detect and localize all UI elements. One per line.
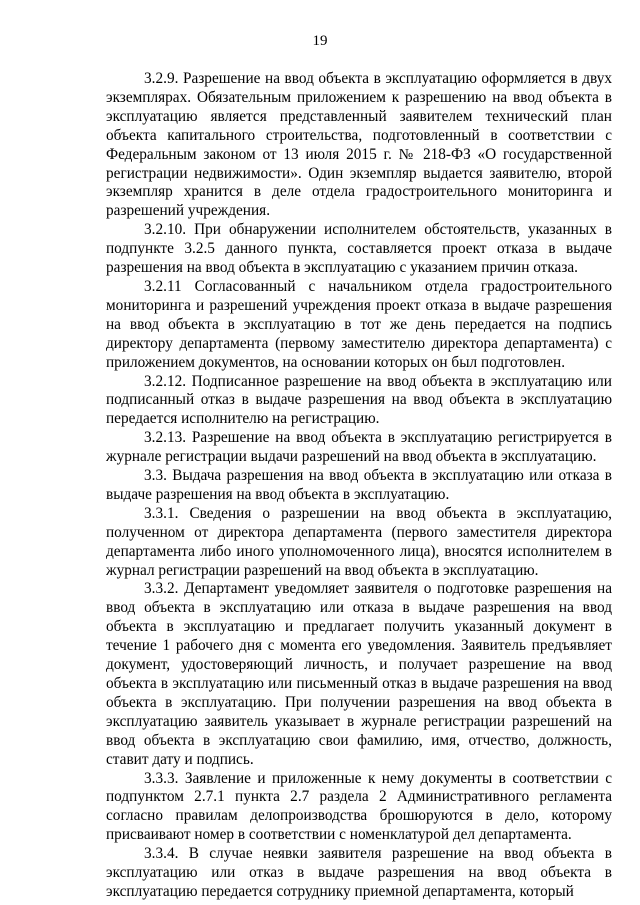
page-number: 19 [312, 33, 328, 49]
paragraph-3-3-4: 3.3.4. В случае неявки заявителя разрешение на ввод объекта в эксплуатацию или отказ в выдаче разрешения на ввод объекта в эксплуатацию передается сотруднику приемной департамента, который [106, 845, 612, 900]
paragraph-3-3-2: 3.3.2. Департамент уведомляет заявителя о подготовке разрешения на ввод объекта в эксплуатацию или отказа в выдаче разрешения на ввод объекта в эксплуатацию и предлагает получить указанный документ в течение 1 рабочего дня с момента его уведомления. Заявитель предъявляет документ, удостоверяющий личность, и получает разрешение на ввод объекта в эксплуатацию или письменный отказ в выдаче разрешения на ввод объекта в эксплуатацию. При получении разрешения на ввод объекта в эксплуатацию заявитель указывает в журнале регистрации разрешений на ввод объекта в эксплуатацию свои фамилию, имя, отчество, должность, ставит дату и подпись. [106, 580, 612, 768]
paragraph-3-2-9: 3.2.9. Разрешение на ввод объекта в эксплуатацию оформляется в двух экземплярах. Обязательным приложением к разрешению на ввод объекта в эксплуатацию является представленный заявителем технический план объекта капитального строительства, подготовленный в соответствии с Федеральным законом от 13 июля 2015 г. № 218-ФЗ «О государственной регистрации недвижимости». Один экземпляр выдается заявителю, второй экземпляр хранится в деле отдела градостроительного мониторинга и разрешений учреждения. [106, 70, 612, 220]
paragraph-3-3-3: 3.3.3. Заявление и приложенные к нему документы в соответствии с подпунктом 2.7.1 пункта 2.7 раздела 2 Административного регламента согласно правилам делопроизводства брошюруются в дело, которому присваивают номер в соответствии с номенклатурой дел департамента. [106, 769, 612, 844]
paragraph-3-2-13: 3.2.13. Разрешение на ввод объекта в эксплуатацию регистрируется в журнале регистрации выдачи разрешений на ввод объекта в эксплуатацию. [106, 429, 612, 466]
paragraph-3-2-10: 3.2.10. При обнаружении исполнителем обстоятельств, указанных в подпункте 3.2.5 данного пункта, составляется проект отказа в выдаче разрешения на ввод объекта в эксплуатацию с указанием причин отказа. [106, 221, 612, 277]
document-body [106, 70, 612, 902]
paragraph-3-2-11: 3.2.11 Согласованный с начальником отдела градостроительного мониторинга и разрешений учреждения проект отказа в выдаче разрешения на ввод объекта в эксплуатацию в тот же день передается на подпись директору департамента (первому заместителю директора департамента) с приложением документов, на основании которых он был подготовлен. [106, 277, 612, 371]
paragraph-3-3: 3.3. Выдача разрешения на ввод объекта в эксплуатацию или отказа в выдаче разрешения на ввод объекта в эксплуатацию. [106, 467, 612, 503]
paragraph-3-3-1: 3.3.1. Сведения о разрешении на ввод объекта в эксплуатацию, полученном от директора департамента (первого заместителя директора департамента либо иного уполномоченного лица), вносятся исполнителем в журнал регистрации разрешений на ввод объекта в эксплуатацию. [106, 504, 612, 579]
paragraph-3-2-12: 3.2.12. Подписанное разрешение на ввод объекта в эксплуатацию или подписанный отказ в выдаче разрешения на ввод объекта в эксплуатацию передается исполнителю на регистрацию. [106, 372, 612, 428]
